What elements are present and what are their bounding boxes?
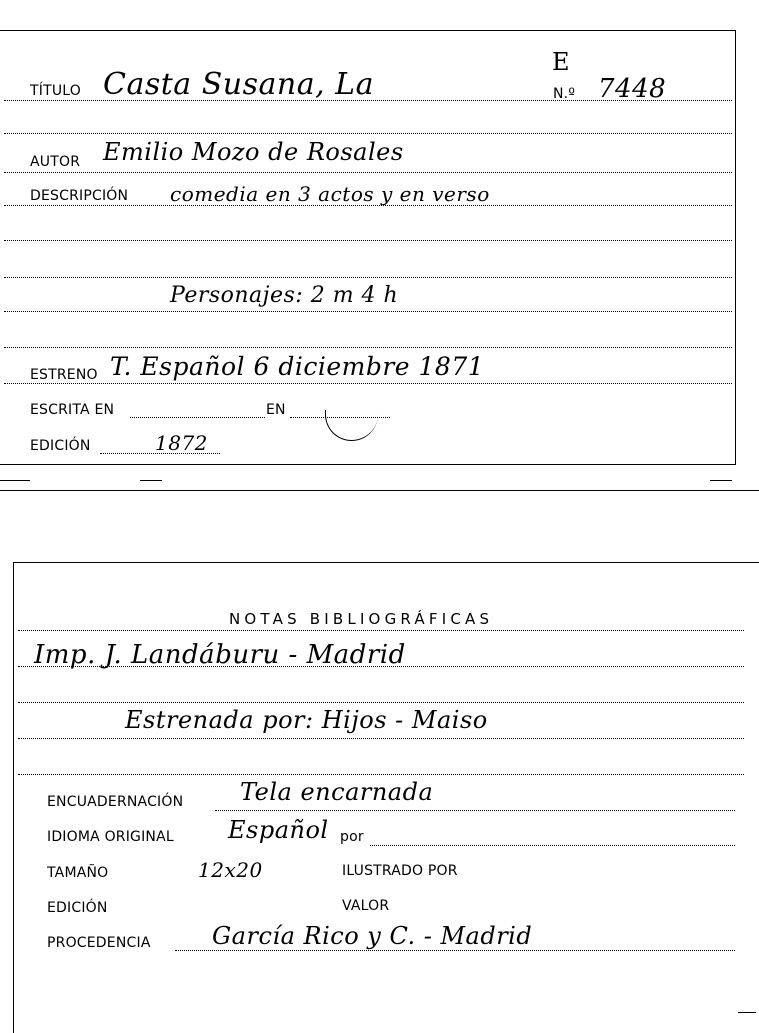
ink-mark <box>0 480 30 481</box>
ilustrado-label: ILUSTRADO POR <box>342 863 458 879</box>
en-label: EN <box>266 402 286 418</box>
edicion-label-2: EDICIÓN <box>47 900 108 916</box>
edicion-label: EDICIÓN <box>30 438 91 454</box>
ruled-line <box>370 845 735 846</box>
idioma-label: IDIOMA ORIGINAL <box>47 829 174 845</box>
tamano-value: 12x20 <box>198 858 263 882</box>
catalog-letter: E <box>552 48 571 76</box>
procedencia-value: García Rico y C. - Madrid <box>212 922 533 950</box>
ruled-line <box>18 738 744 739</box>
ruled-line <box>4 311 732 312</box>
ruled-line <box>18 630 744 631</box>
edicion-value: 1872 <box>155 431 208 455</box>
encuadernacion-label: ENCUADERNACIÓN <box>47 794 184 810</box>
notes-line-1: Imp. J. Landáburu - Madrid <box>34 640 406 670</box>
ruled-line <box>18 702 744 703</box>
descripcion-value: comedia en 3 actos y en verso <box>170 182 490 206</box>
notes-line-2: Estrenada por: Hijos - Maiso <box>125 706 488 734</box>
personajes-value: Personajes: 2 m 4 h <box>170 283 399 308</box>
idioma-value: Español <box>228 816 329 844</box>
estreno-value: T. Español 6 diciembre 1871 <box>110 352 485 381</box>
estreno-label: ESTRENO <box>30 367 98 383</box>
ink-mark <box>738 1012 756 1013</box>
ruled-line <box>4 133 732 134</box>
valor-label: VALOR <box>342 898 390 914</box>
ruled-line <box>4 383 732 384</box>
ruled-line <box>4 240 732 241</box>
ruled-line <box>4 347 732 348</box>
catalog-number: 7448 <box>598 74 667 104</box>
ruled-line <box>215 810 735 811</box>
notas-heading: NOTAS BIBLIOGRÁFICAS <box>229 610 494 628</box>
ruled-line <box>130 417 265 418</box>
por-label: por <box>340 829 364 845</box>
number-label: N.º <box>553 86 576 102</box>
procedencia-label: PROCEDENCIA <box>47 935 151 951</box>
titulo-value: Casta Susana, La <box>103 67 374 102</box>
ruled-line <box>18 774 744 775</box>
autor-value: Emilio Mozo de Rosales <box>103 138 404 166</box>
ruled-line <box>4 277 732 278</box>
encuadernacion-value: Tela encarnada <box>240 778 434 806</box>
titulo-label: TÍTULO <box>30 83 81 99</box>
escrita-en-label: ESCRITA EN <box>30 402 115 418</box>
ruled-line <box>175 950 735 951</box>
autor-label: AUTOR <box>30 154 81 170</box>
ink-mark <box>710 480 732 481</box>
ink-mark <box>140 480 162 481</box>
descripcion-label: DESCRIPCIÓN <box>30 188 129 204</box>
card-edge <box>0 490 759 491</box>
ruled-line <box>4 172 732 173</box>
tamano-label: TAMAÑO <box>47 865 109 881</box>
